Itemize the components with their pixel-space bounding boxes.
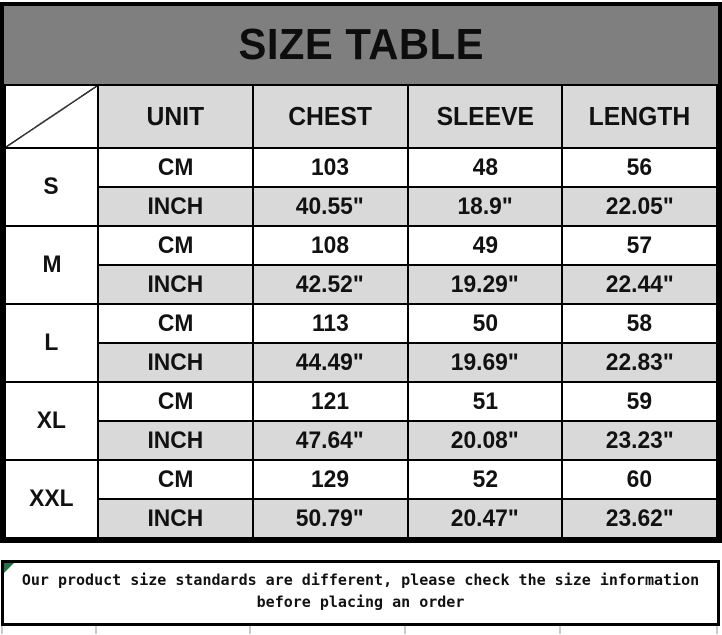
sleeve-cm-value: 48 — [408, 148, 563, 187]
unit-cell: CM — [98, 148, 253, 187]
column-header-length: LENGTH — [562, 85, 717, 148]
length-cm-value: 59 — [562, 382, 717, 421]
footer-note-line2: before placing an order — [256, 592, 465, 611]
page-title: SIZE TABLE — [238, 20, 484, 69]
table-row — [5, 421, 717, 460]
gridline-stub — [404, 626, 406, 634]
sleeve-cm-value: 51 — [408, 382, 563, 421]
chest-inch-value: 47.64" — [253, 421, 408, 460]
footer-note — [1, 560, 720, 626]
unit-cell: CM — [98, 382, 253, 421]
sleeve-inch-value: 18.9" — [408, 187, 563, 226]
gridline-stub — [1, 626, 3, 634]
unit-cell: CM — [98, 460, 253, 499]
unit-cell: INCH — [98, 499, 253, 538]
size-label-s: S — [5, 148, 98, 226]
table-row — [5, 187, 717, 226]
unit-cell: INCH — [98, 343, 253, 382]
length-inch-value: 22.05" — [562, 187, 717, 226]
size-table-frame — [0, 2, 722, 543]
table-row — [5, 265, 717, 304]
table-row — [5, 460, 717, 499]
sleeve-inch-value: 20.47" — [408, 499, 563, 538]
chest-cm-value: 121 — [253, 382, 408, 421]
chest-inch-value: 50.79" — [253, 499, 408, 538]
column-header-unit: UNIT — [98, 85, 253, 148]
length-cm-value: 60 — [562, 460, 717, 499]
unit-cell: INCH — [98, 187, 253, 226]
unit-cell: CM — [98, 226, 253, 265]
gridline-stub — [716, 626, 718, 634]
column-header-chest: CHEST — [253, 85, 408, 148]
sleeve-cm-value: 52 — [408, 460, 563, 499]
footer-note-line1: Our product size standards are different, please check the size information — [21, 571, 700, 589]
column-header-sleeve: SLEEVE — [408, 85, 563, 148]
length-inch-value: 22.44" — [562, 265, 717, 304]
sleeve-inch-value: 19.69" — [408, 343, 563, 382]
chest-inch-value: 42.52" — [253, 265, 408, 304]
table-row — [5, 304, 717, 343]
chest-cm-value: 103 — [253, 148, 408, 187]
size-label-l: L — [5, 304, 98, 382]
sleeve-inch-value: 19.29" — [408, 265, 563, 304]
unit-cell: INCH — [98, 421, 253, 460]
size-label-m: M — [5, 226, 98, 304]
header-row — [5, 85, 717, 148]
unit-cell: CM — [98, 304, 253, 343]
title-bar — [4, 6, 718, 84]
chest-inch-value: 44.49" — [253, 343, 408, 382]
chest-cm-value: 108 — [253, 226, 408, 265]
sleeve-cm-value: 49 — [408, 226, 563, 265]
spreadsheet-gridline-strip — [0, 626, 722, 635]
diagonal-corner-cell — [5, 85, 98, 148]
length-inch-value: 23.62" — [562, 499, 717, 538]
length-cm-value: 58 — [562, 304, 717, 343]
length-cm-value: 56 — [562, 148, 717, 187]
size-table — [4, 84, 718, 539]
table-row — [5, 499, 717, 538]
sleeve-inch-value: 20.08" — [408, 421, 563, 460]
gridline-stub — [95, 626, 97, 634]
chest-cm-value: 129 — [253, 460, 408, 499]
table-row — [5, 382, 717, 421]
length-cm-value: 57 — [562, 226, 717, 265]
length-inch-value: 23.23" — [562, 421, 717, 460]
table-row — [5, 343, 717, 382]
excel-corner-marker-icon — [4, 563, 14, 573]
size-label-xxl: XXL — [5, 460, 98, 538]
gridline-stub — [559, 626, 561, 634]
chest-inch-value: 40.55" — [253, 187, 408, 226]
table-row — [5, 148, 717, 187]
gridline-stub — [249, 626, 251, 634]
length-inch-value: 22.83" — [562, 343, 717, 382]
table-row — [5, 226, 717, 265]
chest-cm-value: 113 — [253, 304, 408, 343]
unit-cell: INCH — [98, 265, 253, 304]
size-label-xl: XL — [5, 382, 98, 460]
sleeve-cm-value: 50 — [408, 304, 563, 343]
